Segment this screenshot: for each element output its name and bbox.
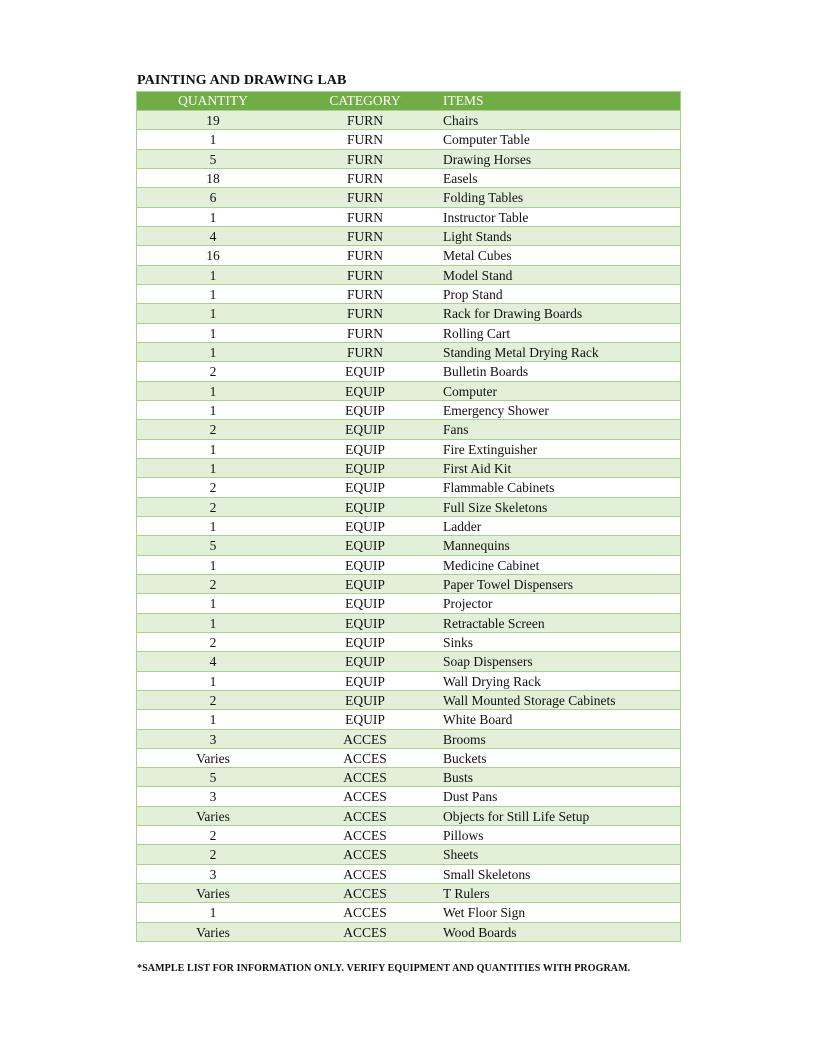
category-cell: EQUIP <box>345 634 385 650</box>
quantity-cell: 1 <box>209 596 217 612</box>
category-cell: EQUIP <box>345 364 385 380</box>
category-cell: EQUIP <box>345 673 385 689</box>
table-row <box>137 149 680 168</box>
quantity-cell: 18 <box>206 170 220 186</box>
table-header <box>137 92 680 110</box>
item-cell: Computer <box>443 383 497 399</box>
table-row <box>137 226 680 245</box>
item-cell: Wall Drying Rack <box>443 673 541 689</box>
quantity-cell: 2 <box>209 576 217 592</box>
table-row <box>137 284 680 303</box>
header-items: ITEMS <box>443 93 484 108</box>
table-row <box>137 265 680 284</box>
item-cell: Rolling Cart <box>443 325 511 341</box>
category-cell: FURN <box>346 190 383 206</box>
item-cell: Paper Towel Dispensers <box>443 576 574 592</box>
item-cell: Wet Floor Sign <box>443 905 526 921</box>
category-cell: FURN <box>346 170 383 186</box>
table-row <box>137 632 680 651</box>
category-cell: FURN <box>346 248 383 264</box>
item-cell: Soap Dispensers <box>443 654 533 670</box>
table-body <box>137 110 680 941</box>
table-row <box>137 883 680 902</box>
item-cell: Emergency Shower <box>443 402 549 418</box>
category-cell: ACCES <box>343 847 387 863</box>
quantity-cell: 1 <box>209 557 217 573</box>
item-cell: Mannequins <box>443 538 510 554</box>
item-cell: Sheets <box>443 847 479 863</box>
item-cell: Projector <box>443 596 493 612</box>
category-cell: ACCES <box>343 828 387 844</box>
category-cell: EQUIP <box>345 538 385 554</box>
category-cell: ACCES <box>343 924 387 940</box>
item-cell: Small Skeletons <box>443 866 531 882</box>
category-cell: FURN <box>346 132 383 148</box>
category-cell: EQUIP <box>345 518 385 534</box>
item-cell: Metal Cubes <box>443 248 512 264</box>
item-cell: Light Stands <box>443 228 512 244</box>
category-cell: ACCES <box>343 731 387 747</box>
item-cell: Objects for Still Life Setup <box>443 808 590 824</box>
quantity-cell: 1 <box>209 132 217 148</box>
inventory-table <box>136 91 681 942</box>
table-row <box>137 245 680 264</box>
quantity-cell: 6 <box>209 190 217 206</box>
item-cell: Computer Table <box>443 132 530 148</box>
table-row <box>137 381 680 400</box>
table-row <box>137 593 680 612</box>
category-cell: FURN <box>346 344 383 360</box>
item-cell: Drawing Horses <box>443 151 532 167</box>
quantity-cell: 1 <box>209 286 217 302</box>
quantity-cell: 2 <box>209 828 217 844</box>
category-cell: EQUIP <box>345 576 385 592</box>
item-cell: Buckets <box>443 750 487 766</box>
table-row <box>137 555 680 574</box>
item-cell: Bulletin Boards <box>443 364 529 380</box>
quantity-cell: 5 <box>209 538 217 554</box>
table-row <box>137 671 680 690</box>
category-cell: FURN <box>346 151 383 167</box>
quantity-cell: 3 <box>209 731 217 747</box>
table-row <box>137 806 680 825</box>
category-cell: EQUIP <box>345 499 385 515</box>
table-row <box>137 902 680 921</box>
quantity-cell: 3 <box>209 789 217 805</box>
quantity-cell: 1 <box>209 383 217 399</box>
category-cell: EQUIP <box>345 615 385 631</box>
item-cell: White Board <box>443 712 513 728</box>
table-row <box>137 419 680 438</box>
quantity-cell: 4 <box>209 228 217 244</box>
table-row <box>137 864 680 883</box>
item-cell: Prop Stand <box>443 286 503 302</box>
quantity-cell: 19 <box>206 113 220 128</box>
quantity-cell: 3 <box>209 866 217 882</box>
item-cell: Busts <box>443 770 474 786</box>
header-category: CATEGORY <box>329 93 401 108</box>
item-cell: Pillows <box>443 828 484 844</box>
quantity-cell: Varies <box>196 808 230 824</box>
category-cell: ACCES <box>343 808 387 824</box>
category-cell: FURN <box>346 325 383 341</box>
item-cell: Medicine Cabinet <box>443 557 540 573</box>
item-cell: Full Size Skeletons <box>443 499 548 515</box>
table-row <box>137 477 680 496</box>
category-cell: ACCES <box>343 789 387 805</box>
quantity-cell: 1 <box>209 441 217 457</box>
table-row <box>137 439 680 458</box>
category-cell: EQUIP <box>345 480 385 496</box>
category-cell: ACCES <box>343 886 387 902</box>
quantity-cell: 1 <box>209 267 217 283</box>
quantity-cell: 2 <box>209 480 217 496</box>
category-cell: EQUIP <box>345 422 385 438</box>
table-row <box>137 748 680 767</box>
item-cell: Flammable Cabinets <box>443 480 555 496</box>
table-row <box>137 187 680 206</box>
quantity-cell: 1 <box>209 905 217 921</box>
quantity-cell: 2 <box>209 634 217 650</box>
table-row <box>137 825 680 844</box>
table-row <box>137 458 680 477</box>
quantity-cell: 2 <box>209 847 217 863</box>
item-cell: Dust Pans <box>443 789 498 805</box>
category-cell: EQUIP <box>345 692 385 708</box>
quantity-cell: 2 <box>209 422 217 438</box>
item-cell: Fans <box>443 422 469 438</box>
table-row <box>137 303 680 322</box>
quantity-cell: 2 <box>209 499 217 515</box>
category-cell: FURN <box>346 267 383 283</box>
item-cell: Brooms <box>443 731 486 747</box>
category-cell: EQUIP <box>345 441 385 457</box>
category-cell: ACCES <box>343 905 387 921</box>
table-row <box>137 651 680 670</box>
quantity-cell: 1 <box>209 460 217 476</box>
category-cell: ACCES <box>343 770 387 786</box>
quantity-cell: 1 <box>209 402 217 418</box>
quantity-cell: 16 <box>206 248 220 264</box>
category-cell: ACCES <box>343 750 387 766</box>
quantity-cell: 1 <box>209 518 217 534</box>
table-row <box>137 361 680 380</box>
quantity-cell: Varies <box>196 886 230 902</box>
table-row <box>137 729 680 748</box>
table-row <box>137 110 680 129</box>
table-row <box>137 922 680 941</box>
category-cell: EQUIP <box>345 460 385 476</box>
table-row <box>137 690 680 709</box>
category-cell: FURN <box>346 113 383 128</box>
quantity-cell: 2 <box>209 692 217 708</box>
quantity-cell: 2 <box>209 364 217 380</box>
table-row <box>137 129 680 148</box>
quantity-cell: 1 <box>209 306 217 322</box>
category-cell: FURN <box>346 286 383 302</box>
item-cell: Instructor Table <box>443 209 529 225</box>
table-row <box>137 516 680 535</box>
footnote: *SAMPLE LIST FOR INFORMATION ONLY. VERIFY EQUIPMENT AND QUANTITIES WITH PROGRAM. <box>137 963 631 974</box>
item-cell: Folding Tables <box>443 190 524 206</box>
item-cell: Wood Boards <box>443 924 517 940</box>
item-cell: Fire Extinguisher <box>443 441 538 457</box>
item-cell: Standing Metal Drying Rack <box>443 344 599 360</box>
item-cell: Wall Mounted Storage Cabinets <box>443 692 616 708</box>
item-cell: T Rulers <box>443 886 490 902</box>
category-cell: FURN <box>346 306 383 322</box>
category-cell: EQUIP <box>345 402 385 418</box>
table-row <box>137 168 680 187</box>
category-cell: FURN <box>346 209 383 225</box>
quantity-cell: 1 <box>209 325 217 341</box>
category-cell: EQUIP <box>345 654 385 670</box>
quantity-cell: 5 <box>209 151 217 167</box>
quantity-cell: 4 <box>209 654 217 670</box>
quantity-cell: Varies <box>196 924 230 940</box>
category-cell: FURN <box>346 228 383 244</box>
category-cell: EQUIP <box>345 383 385 399</box>
table-row <box>137 323 680 342</box>
table-row <box>137 400 680 419</box>
table-row <box>137 844 680 863</box>
item-cell: First Aid Kit <box>443 460 512 476</box>
table-row <box>137 786 680 805</box>
quantity-cell: 1 <box>209 209 217 225</box>
table-row <box>137 497 680 516</box>
page-title: PAINTING AND DRAWING LAB <box>137 73 347 88</box>
quantity-cell: 1 <box>209 615 217 631</box>
item-cell: Rack for Drawing Boards <box>443 306 583 322</box>
category-cell: ACCES <box>343 866 387 882</box>
table-row <box>137 613 680 632</box>
quantity-cell: 1 <box>209 344 217 360</box>
quantity-cell: 1 <box>209 712 217 728</box>
table-row <box>137 207 680 226</box>
table-row <box>137 709 680 728</box>
category-cell: EQUIP <box>345 596 385 612</box>
quantity-cell: 5 <box>209 770 217 786</box>
table-row <box>137 535 680 554</box>
quantity-cell: Varies <box>196 750 230 766</box>
quantity-cell: 1 <box>209 673 217 689</box>
item-cell: Chairs <box>443 113 479 128</box>
table-row <box>137 342 680 361</box>
item-cell: Sinks <box>443 634 474 650</box>
category-cell: EQUIP <box>345 557 385 573</box>
header-quantity: QUANTITY <box>178 93 248 108</box>
item-cell: Ladder <box>443 518 482 534</box>
item-cell: Retractable Screen <box>443 615 545 631</box>
item-cell: Easels <box>443 170 478 186</box>
table-row <box>137 767 680 786</box>
category-cell: EQUIP <box>345 712 385 728</box>
item-cell: Model Stand <box>443 267 513 283</box>
table-row <box>137 574 680 593</box>
